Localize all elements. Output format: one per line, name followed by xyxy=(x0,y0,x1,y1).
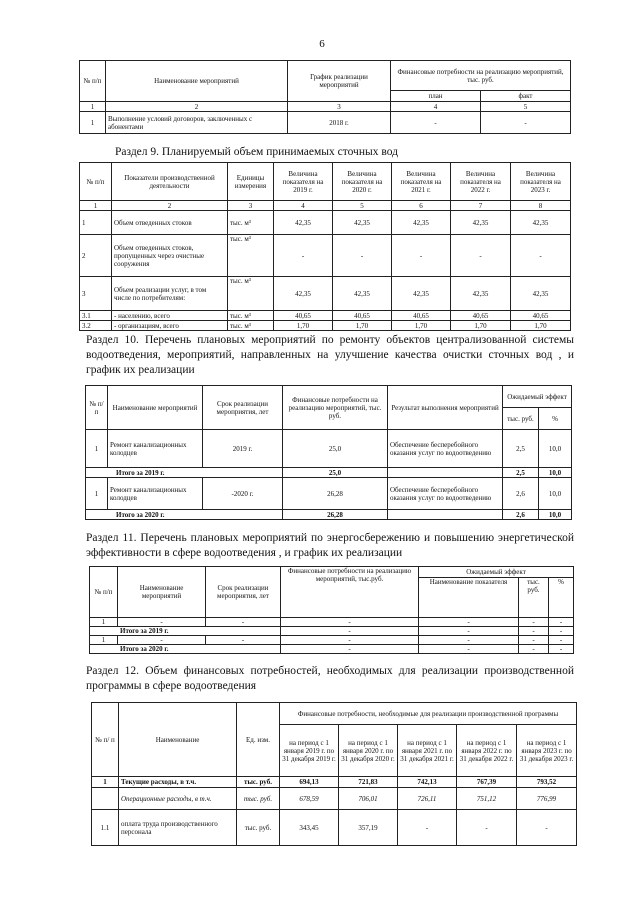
header-no: № п/п xyxy=(80,163,112,201)
row-thousand-rub: - xyxy=(519,636,549,645)
row-value: 678,59 xyxy=(280,788,339,810)
total-2020-thousand-rub: - xyxy=(519,645,549,654)
total-2019-thousand-rub: - xyxy=(519,627,549,636)
row-no: 2 xyxy=(80,235,112,277)
row-no: 3 xyxy=(80,277,112,311)
row-unit: тыс. руб. xyxy=(237,777,280,788)
header-name: Наименование xyxy=(119,703,237,777)
total-2019-finance: 25,0 xyxy=(283,468,388,478)
header-fact: факт xyxy=(481,91,571,102)
row-name: Операционные расходы, в т.ч. xyxy=(119,788,237,810)
row-finance: 25,0 xyxy=(283,430,388,468)
header-period-2019: на период с 1 января 2019 г. по 31 декабря 2019 г. xyxy=(280,725,339,777)
row-thousand-rub: 2,5 xyxy=(503,430,539,468)
section-9-title: Раздел 9. Планируемый объем принимаемых сточных вод xyxy=(115,146,398,158)
row-name: оплата труда производственного персонала xyxy=(119,810,237,846)
row-no: 3.1 xyxy=(80,311,112,321)
col-number: 5 xyxy=(481,102,571,112)
header-plan: план xyxy=(391,91,481,102)
col-number: 4 xyxy=(391,102,481,112)
header-percent: % xyxy=(549,578,574,618)
financial-needs-table xyxy=(91,702,577,846)
row-percent: 10,0 xyxy=(539,430,572,468)
row-term: -2020 г. xyxy=(203,478,283,510)
page-number: 6 xyxy=(319,38,325,50)
row-unit: тыс. м³ xyxy=(228,211,274,235)
row-value: 42,35 xyxy=(392,277,451,311)
total-2019-label: Итого за 2019 г. xyxy=(86,468,283,478)
col-number: 1 xyxy=(80,201,112,211)
row-value: 751,12 xyxy=(457,788,517,810)
total-2020-indicator: - xyxy=(419,645,519,654)
row-unit: тыс. м³ xyxy=(228,311,274,321)
header-period-2022: на период с 1 января 2022 г. по 31 декабря 2022 г. xyxy=(457,725,517,777)
row-name: Объем реализации услуг, в том числе по потребителям: xyxy=(112,277,228,311)
total-2020-finance: 26,28 xyxy=(283,510,388,520)
row-no: 1.1 xyxy=(92,810,119,846)
header-period-2021: на период с 1 января 2021 г. по 31 декабря 2021 г. xyxy=(398,725,457,777)
row-value: 1,70 xyxy=(511,321,571,331)
energy-saving-table xyxy=(89,566,574,654)
total-2019-label: Итого за 2019 г. xyxy=(90,627,281,636)
row-value: 42,35 xyxy=(333,277,392,311)
row-result: Обеспечение бесперебойного оказания услуг по водоотведению xyxy=(388,478,503,510)
row-indicator: - xyxy=(419,636,519,645)
row-percent: - xyxy=(549,618,574,627)
total-2020-percent: - xyxy=(549,645,574,654)
section-12-title: Раздел 12. Объем финансовых потребностей, необходимых для реализации производственной программы в сфере водоотведения xyxy=(86,665,574,692)
row-name: - населению, всего xyxy=(112,311,228,321)
row-value: - xyxy=(517,810,577,846)
row-no: 1 xyxy=(86,478,108,510)
wastewater-volume-table xyxy=(79,162,571,331)
header-effect: Ожидаемый эффект xyxy=(419,567,574,578)
row-name: Выполнение условий договоров, заключенных с абонентами xyxy=(106,112,288,134)
row-name: Ремонт канализационных колодцев xyxy=(108,430,203,468)
row-term: - xyxy=(206,618,281,627)
row-name: Ремонт канализационных колодцев xyxy=(108,478,203,510)
col-number: 2 xyxy=(112,201,228,211)
col-number: 2 xyxy=(106,102,288,112)
row-value: 42,35 xyxy=(333,211,392,235)
header-finance: Финансовые потребности на реализацию мероприятий, тыс.руб. xyxy=(281,567,419,618)
row-name: Объем отведенных стоков, пропущенных через очистные сооружения xyxy=(112,235,228,277)
row-name: - организациям, всего xyxy=(112,321,228,331)
row-result: Обеспечение бесперебойного оказания услуг по водоотведению xyxy=(388,430,503,468)
header-no: № п/ п xyxy=(92,703,119,777)
row-value: 40,65 xyxy=(274,311,333,321)
row-value: - xyxy=(398,810,457,846)
row-value: - xyxy=(274,235,333,277)
row-value: 1,70 xyxy=(274,321,333,331)
header-indicator: Показатели производственной деятельности xyxy=(112,163,228,201)
row-value: 706,01 xyxy=(339,788,398,810)
row-name: - xyxy=(118,636,206,645)
col-number: 4 xyxy=(274,201,333,211)
header-name: Наименование мероприятий xyxy=(118,567,206,618)
col-number: 6 xyxy=(392,201,451,211)
row-term: 2019 г. xyxy=(203,430,283,468)
total-2019-percent: - xyxy=(549,627,574,636)
row-value: 767,39 xyxy=(457,777,517,788)
row-thousand-rub: - xyxy=(519,618,549,627)
total-2019-result xyxy=(388,468,503,478)
total-2020-thousand-rub: 2,6 xyxy=(503,510,539,520)
row-schedule: 2018 г. xyxy=(288,112,391,134)
total-2019-percent: 10,0 xyxy=(539,468,572,478)
header-result: Результат выполнения мероприятий xyxy=(388,386,503,430)
row-no: 1 xyxy=(90,618,118,627)
row-value: 694,13 xyxy=(280,777,339,788)
row-value: 42,35 xyxy=(392,211,451,235)
row-value: 776,99 xyxy=(517,788,577,810)
header-2020: Величина показателя на 2020 г. xyxy=(333,163,392,201)
header-effect: Ожидаемый эффект xyxy=(503,386,572,408)
row-value: 343,45 xyxy=(280,810,339,846)
row-value: 726,11 xyxy=(398,788,457,810)
col-number: 5 xyxy=(333,201,392,211)
header-2022: Величина показателя на 2022 г. xyxy=(451,163,511,201)
row-percent: - xyxy=(549,636,574,645)
row-value: 40,65 xyxy=(511,311,571,321)
row-value: 1,70 xyxy=(392,321,451,331)
row-finance: - xyxy=(281,636,419,645)
row-value: 40,65 xyxy=(333,311,392,321)
header-period-2023: на период с 1 января 2023 г. по 31 декабря 2023 г. xyxy=(517,725,577,777)
header-name: Наименование мероприятий xyxy=(106,61,288,102)
row-value: 42,35 xyxy=(451,211,511,235)
row-value: 1,70 xyxy=(333,321,392,331)
row-name: - xyxy=(118,618,206,627)
row-value: 42,35 xyxy=(451,277,511,311)
header-term: Срок реализации мероприятия, лет xyxy=(203,386,283,430)
row-fact: - xyxy=(481,112,571,134)
header-schedule: График реализации мероприятий xyxy=(288,61,391,102)
row-value: 721,83 xyxy=(339,777,398,788)
section-10-title: Раздел 10. Перечень плановых мероприятий по ремонту объектов централизованной системы водоотведения, мероприятий, направленных на улучшение качества очистки сточных вод , и график их реализации xyxy=(86,334,574,376)
row-thousand-rub: 2,6 xyxy=(503,478,539,510)
row-no: 1 xyxy=(90,636,118,645)
row-unit: тыс. руб. xyxy=(237,788,280,810)
header-period-2020: на период с 1 января 2020 г. по 31 декабря 2020 г. xyxy=(339,725,398,777)
header-term: Срок реализации мероприятия, лет xyxy=(206,567,281,618)
header-finance: Финансовые потребности на реализацию мероприятий, тыс. руб. xyxy=(391,61,571,91)
header-unit: Единицы измерения xyxy=(228,163,274,201)
row-unit: тыс. м³ xyxy=(228,321,274,331)
events-schedule-table xyxy=(79,60,571,134)
header-unit: Ед. изм. xyxy=(237,703,280,777)
row-value: 42,35 xyxy=(274,277,333,311)
col-number: 3 xyxy=(228,201,274,211)
row-name: Объем отведенных стоков xyxy=(112,211,228,235)
row-value: 42,35 xyxy=(511,277,571,311)
row-unit: тыс. руб. xyxy=(237,810,280,846)
header-name: Наименование мероприятий xyxy=(108,386,203,430)
row-finance: 26,28 xyxy=(283,478,388,510)
row-value: - xyxy=(457,810,517,846)
section-11-title: Раздел 11. Перечень плановых мероприятий по энергосбережению и повышению энергетической эффективности в сфере водоотведения , и график их реализации xyxy=(86,532,574,559)
header-finance: Финансовые потребности, необходимые для реализации производственной программы xyxy=(280,703,577,725)
header-thousand-rub: тыс. руб. xyxy=(503,408,539,430)
row-name: Текущие расходы, в т.ч. xyxy=(119,777,237,788)
total-2019-thousand-rub: 2,5 xyxy=(503,468,539,478)
row-value: 42,35 xyxy=(274,211,333,235)
col-number: 1 xyxy=(80,102,106,112)
row-value: - xyxy=(333,235,392,277)
row-no: 1 xyxy=(80,112,106,134)
repair-events-table xyxy=(85,385,572,520)
row-no: 1 xyxy=(86,430,108,468)
total-2020-percent: 10,0 xyxy=(539,510,572,520)
row-plan: - xyxy=(391,112,481,134)
row-no xyxy=(92,788,119,810)
row-value: - xyxy=(451,235,511,277)
row-term: - xyxy=(206,636,281,645)
row-no: 1 xyxy=(80,211,112,235)
header-percent: % xyxy=(539,408,572,430)
row-finance: - xyxy=(281,618,419,627)
row-value: 357,19 xyxy=(339,810,398,846)
row-unit: тыс. м³ xyxy=(228,277,274,311)
header-no: № п/ п xyxy=(86,386,108,430)
total-2019-finance: - xyxy=(281,627,419,636)
col-number: 7 xyxy=(451,201,511,211)
col-number: 3 xyxy=(288,102,391,112)
header-2021: Величина показателя на 2021 г. xyxy=(392,163,451,201)
row-value: 40,65 xyxy=(451,311,511,321)
row-value: 1,70 xyxy=(451,321,511,331)
header-no: № п/п xyxy=(80,61,106,102)
total-2020-label: Итого за 2020 г. xyxy=(86,510,283,520)
row-no: 1 xyxy=(92,777,119,788)
total-2019-indicator: - xyxy=(419,627,519,636)
total-2020-result xyxy=(388,510,503,520)
row-value: 793,52 xyxy=(517,777,577,788)
row-value: - xyxy=(511,235,571,277)
col-number: 8 xyxy=(511,201,571,211)
row-no: 3.2 xyxy=(80,321,112,331)
header-indicator: Наименование показателя xyxy=(419,578,519,618)
header-2023: Величина показателя на 2023 г. xyxy=(511,163,571,201)
row-indicator: - xyxy=(419,618,519,627)
header-2019: Величина показателя на 2019 г. xyxy=(274,163,333,201)
header-no: № п/п xyxy=(90,567,118,618)
total-2020-finance: - xyxy=(281,645,419,654)
row-value: 42,35 xyxy=(511,211,571,235)
header-thousand-rub: тыс. руб. xyxy=(519,578,549,618)
row-value: 742,13 xyxy=(398,777,457,788)
row-value: 40,65 xyxy=(392,311,451,321)
row-unit: тыс. м³ xyxy=(228,235,274,277)
row-value: - xyxy=(392,235,451,277)
total-2020-label: Итого за 2020 г. xyxy=(90,645,281,654)
header-finance: Финансовые потребности на реализацию мероприятий, тыс. руб. xyxy=(283,386,388,430)
row-percent: 10,0 xyxy=(539,478,572,510)
